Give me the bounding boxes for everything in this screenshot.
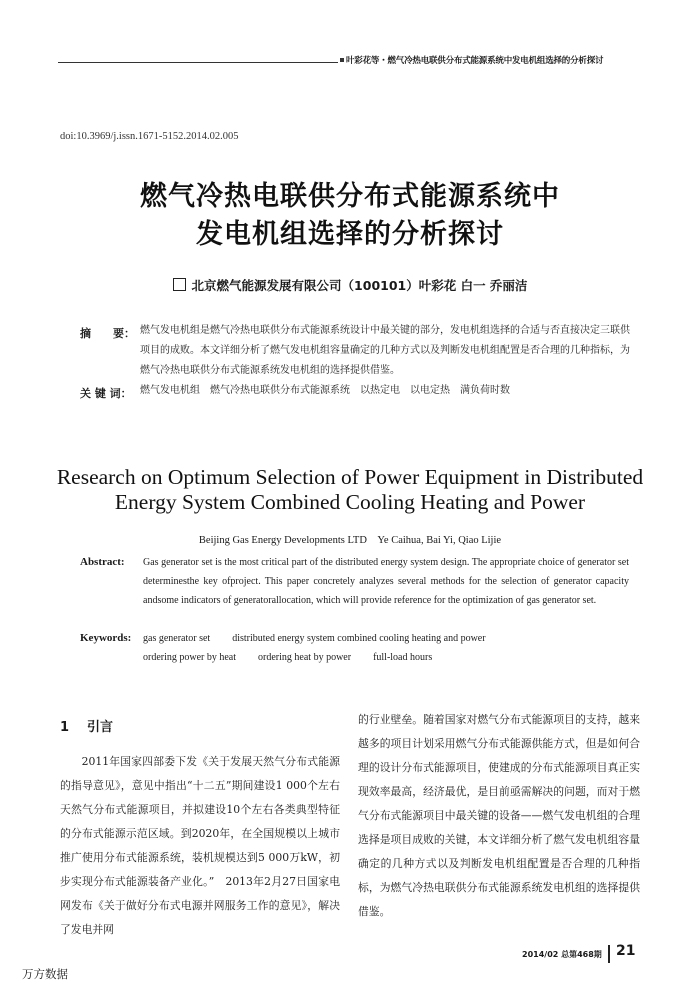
title-cn-line1: 燃气冷热电联供分布式能源系统中 xyxy=(140,181,560,212)
keyword-en: ordering power by heat xyxy=(143,652,237,663)
keywords-cn-text: 燃气发电机组 燃气冷热电联供分布式能源系统 以热定电 以电定热 满负荷时数 xyxy=(140,385,510,396)
abstract-cn-label: 摘 要： xyxy=(80,327,135,340)
keyword-en: ordering heat by power xyxy=(258,652,352,663)
authors-cn-text: 北京燃气能源发展有限公司（100101）叶彩花 白一 乔丽洁 xyxy=(191,278,528,293)
authors-cn xyxy=(0,276,700,294)
watermark: 万方数据 xyxy=(22,967,68,981)
section-title: 引言 xyxy=(87,720,114,735)
section-heading xyxy=(60,716,113,735)
doi: doi:10.3969/j.issn.1671-5152.2014.02.005 xyxy=(60,131,239,142)
header-rule xyxy=(58,62,338,63)
body-column-left: 2011年国家四部委下发《关于发展天然气分布式能源的指导意见》，意见中指出“十二五”期间建设1 000个左右天然气分布式能源项目，并拟建设10个左右各类典型特征的分布式能源示范区域。到2020年，在全国规模以上城市推广使用分布式能源系统，装机规模达到5 000万kW，初步实现分布式能源装备产业化。” 2013年2月27日国家电网发布《关于做好分布式电源并网服务工作的意见》，解决了发电并网 xyxy=(60,755,340,936)
page-number: 21 xyxy=(616,943,636,959)
abstract-en-text: Gas generator set is the most critical part of the distributed energy system design. The appropriate choice of generator set determinesthe key ofproject. This paper concretely analyzes several methods for the selection of generator capacity andsome indicators of generatorallocation, which will provide reference for the optimization of gas generator set. xyxy=(143,557,629,606)
footer-issue: 2014/02 总第468期 xyxy=(522,950,602,959)
keywords-cn-label: 关 键 词： xyxy=(80,387,132,400)
body-column-right: 的行业壁垒。随着国家对燃气分布式能源项目的支持，越来越多的项目计划采用燃气分布式能源供能方式，但是如何合理的设计分布式能源项目，使建成的分布式能源项目真正实现效率最高，经济最优，是目前亟需解决的问题，而对于燃气分布式能源项目中最关键的设备——燃气发电机组的合理选择是项目成败的关键，本文详细分析了燃气发电机组容量确定的几种方式以及判断发电机组配置是否合理的几种指标，为燃气冷热电联供分布式能源系统发电机组的选择提供借鉴。 xyxy=(358,713,640,918)
footer-divider xyxy=(608,945,610,963)
title-en-line1: Research on Optimum Selection of Power Equipment in Distributed xyxy=(56,465,644,489)
checkbox-square-icon xyxy=(173,278,186,291)
section-number: 1 xyxy=(60,720,70,735)
authors-en: Beijing Gas Energy Developments LTD Ye Caihua, Bai Yi, Qiao Lijie xyxy=(198,535,502,546)
keyword-en: distributed energy system combined cooling heating and power xyxy=(232,633,486,644)
abstract-en-label: Abstract: xyxy=(80,556,125,568)
title-en-line2: Energy System Combined Cooling Heating and Power xyxy=(114,490,586,514)
abstract-cn-text: 燃气发电机组是燃气冷热电联供分布式能源系统设计中最关键的部分，发电机组选择的合适与否直接决定三联供项目的成败。本文详细分析了燃气发电机组容量确定的几种方式以及判断发电机组配置是否合理的几种指标，为燃气冷热电联供分布式能源系统发电机组的选择提供借鉴。 xyxy=(140,325,630,376)
keywords-en-list xyxy=(143,629,629,667)
header-rule-dot xyxy=(340,58,344,62)
keyword-en: full-load hours xyxy=(373,652,433,663)
keyword-en: gas generator set xyxy=(143,633,211,644)
title-cn-line2: 发电机组选择的分析探讨 xyxy=(196,219,504,250)
running-title: 叶彩花等・燃气冷热电联供分布式能源系统中发电机组选择的分析探讨 xyxy=(346,56,604,66)
keywords-en-label: Keywords: xyxy=(80,632,132,644)
